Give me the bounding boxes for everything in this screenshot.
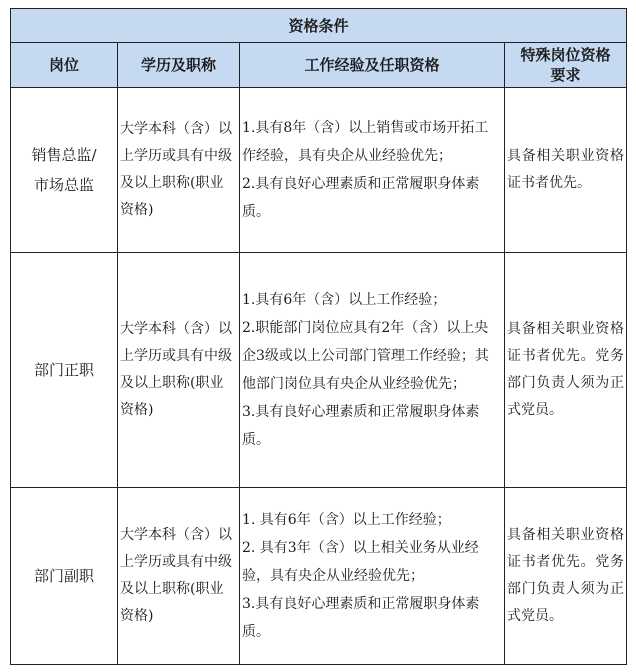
education-cell: 大学本科（含）以上学历或具有中级及以上职称(职业资格) (118, 88, 240, 253)
special-cell: 具备相关职业资格证书者优先。 (505, 88, 627, 253)
special-cell: 具备相关职业资格证书者优先。党务部门负责人须为正式党员。 (505, 253, 627, 488)
position-cell: 销售总监/市场总监 (11, 88, 118, 253)
experience-item: 2.具有良好心理素质和正常履职身体素质。 (242, 176, 480, 220)
table-row (11, 88, 627, 253)
experience-item: 3.具有良好心理素质和正常履职身体素质。 (242, 596, 480, 640)
experience-item: 3.具有良好心理素质和正常履职身体素质。 (242, 404, 480, 448)
experience-cell (240, 253, 505, 488)
experience-cell (240, 88, 505, 253)
experience-item: 1. 具有6年（含）以上工作经验； (242, 512, 451, 528)
qualification-table (10, 8, 627, 665)
position-cell: 部门正职 (11, 253, 118, 488)
header-education: 学历及职称 (118, 43, 240, 88)
experience-cell (240, 488, 505, 665)
special-cell: 具备相关职业资格证书者优先。党务部门负责人须为正式党员。 (505, 488, 627, 665)
experience-item: 1.具有6年（含）以上工作经验； (242, 292, 447, 308)
education-cell: 大学本科（含）以上学历或具有中级及以上职称(职业资格) (118, 253, 240, 488)
table-row (11, 253, 627, 488)
header-experience: 工作经验及任职资格 (240, 43, 505, 88)
position-cell: 部门副职 (11, 488, 118, 665)
experience-item: 2. 具有3年（含）以上相关业务从业经验，具有央企从业经验优先； (242, 540, 479, 584)
header-special: 特殊岗位资格要求 (505, 43, 627, 88)
education-cell: 大学本科（含）以上学历或具有中级及以上职称(职业资格) (118, 488, 240, 665)
experience-item: 2.职能部门岗位应具有2年（含）以上央企3级或以上公司部门管理工作经验；其他部门岗位具有央企从业经验优先； (242, 320, 489, 392)
table-row (11, 488, 627, 665)
table-title: 资格条件 (11, 9, 627, 43)
header-position: 岗位 (11, 43, 118, 88)
experience-item: 1.具有8年（含）以上销售或市场开拓工作经验，具有央企从业经验优先； (242, 120, 489, 164)
